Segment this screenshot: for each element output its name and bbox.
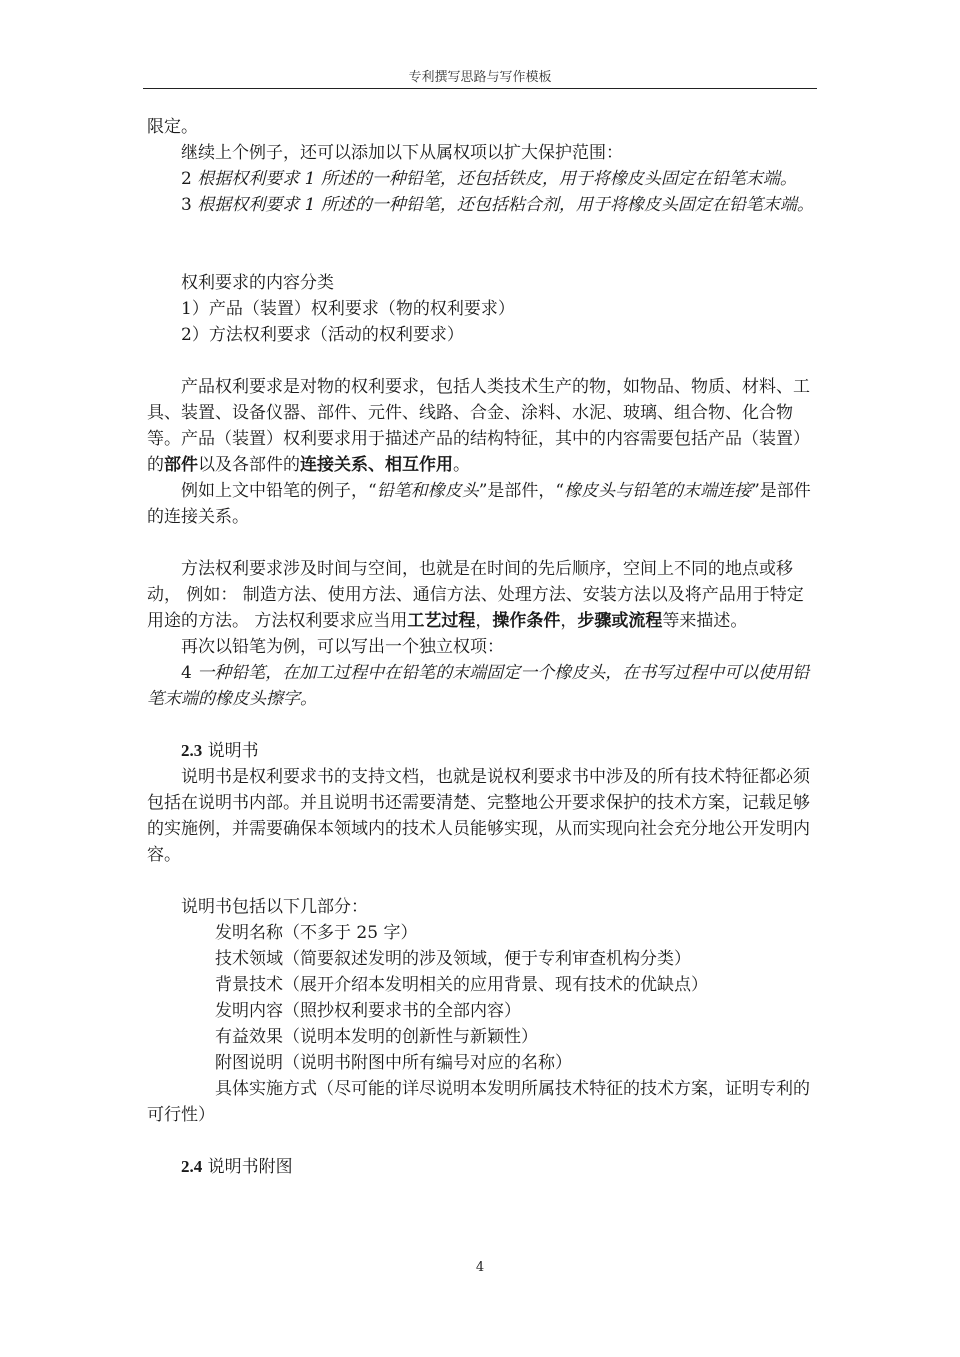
- spec-part-item: 发明内容（照抄权利要求书的全部内容）: [215, 1001, 521, 1021]
- claim-4-text: 一种铅笔，在加工过程中在铅笔的末端固定一个橡皮头，在书写过程中可以使用铅笔末端的橡皮头擦字。: [147, 663, 810, 709]
- spec-part-item: 附图说明（说明书附图中所有编号对应的名称）: [215, 1053, 572, 1073]
- paragraph-limit: 限定。: [147, 117, 198, 137]
- method-text-3: ，: [560, 611, 578, 631]
- method-bold-steps: 步骤或流程: [577, 611, 663, 631]
- spec-part-item: 发明名称（不多于 25 字）: [215, 923, 418, 943]
- spec-part-item: 技术领域（简要叙述发明的涉及领域，便于专利审查机构分类）: [215, 949, 691, 969]
- method-text-1: 方法权利要求涉及时间与空间，也就是在时间的先后顺序，空间上不同的地点或移动， 例如： 制造方法、使用方法、通信方法、处理方法、安装方法以及将产品用于特定用途的方法。 方法权利要求应当用: [147, 559, 804, 631]
- method-bold-conditions: 操作条件: [492, 611, 561, 631]
- claim-2-text: 根据权利要求 1 所述的一种铅笔，还包括铁皮，用于将橡皮头固定在铅笔末端。: [197, 169, 797, 189]
- product-text-3: 。: [453, 455, 470, 475]
- spec-part-item: 有益效果（说明本发明的创新性与新颖性）: [215, 1027, 538, 1047]
- product-claim-paragraph: [147, 374, 817, 478]
- method-bold-process: 工艺过程: [407, 611, 476, 631]
- header-divider: [143, 88, 817, 89]
- example-italic-parts: 铅笔和橡皮头: [376, 481, 479, 501]
- paragraph-continue: 继续上个例子，还可以添加以下从属权项以扩大保护范围：: [181, 143, 623, 163]
- section-2-3-title: 说明书: [207, 741, 259, 761]
- example-text-2: ”是部件，“: [478, 481, 565, 501]
- product-bold-parts: 部件: [164, 455, 198, 475]
- claim-4-number: 4: [181, 663, 192, 683]
- example-text-1: 例如上文中铅笔的例子，“: [181, 481, 377, 501]
- claim-3: [147, 192, 817, 218]
- section-2-4-number: 2.4: [181, 1157, 203, 1176]
- section-2-3-number: 2.3: [181, 741, 203, 760]
- page-number: 4: [475, 1260, 485, 1275]
- example-paragraph: [147, 478, 817, 530]
- method-claim-paragraph: [147, 556, 817, 634]
- page-header-title: 专利撰写思路与写作模板: [408, 70, 552, 85]
- classification-item-product: 1）产品（装置）权利要求（物的权利要求）: [181, 299, 515, 319]
- section-2-4-heading: [147, 1154, 817, 1180]
- product-text-1: 产品权利要求是对物的权利要求，包括人类技术生产的物，如物品、物质、材料、工具、装置、设备仪器、部件、元件、线路、合金、涂料、水泥、玻璃、组合物、化合物等。产品（装置）权利要求用于描述产品的结构特征，其中的内容需要包括产品（装置）的: [147, 377, 810, 475]
- claim-2: [147, 166, 817, 192]
- section-2-3-heading: [147, 738, 817, 764]
- claim-3-number: 3: [181, 195, 192, 215]
- paragraph-again: 再次以铅笔为例，可以写出一个独立权项：: [181, 637, 504, 657]
- example-italic-connection: 橡皮头与铅笔的末端连接: [564, 481, 752, 501]
- product-text-2: 以及各部件的: [198, 455, 300, 475]
- spec-parts-title: 说明书包括以下几部分：: [181, 897, 368, 917]
- spec-part-item: 背景技术（展开介绍本发明相关的应用背景、现有技术的优缺点）: [215, 975, 708, 995]
- product-bold-relations: 连接关系、相互作用: [300, 455, 453, 475]
- method-text-2: ，: [475, 611, 493, 631]
- classification-title: 权利要求的内容分类: [181, 273, 334, 293]
- claim-3-text: 根据权利要求 1 所述的一种铅笔，还包括粘合剂，用于将橡皮头固定在铅笔末端。: [197, 195, 814, 215]
- claim-2-number: 2: [181, 169, 192, 189]
- method-text-4: 等来描述。: [662, 611, 748, 631]
- claim-4: [147, 660, 817, 712]
- document-body: [147, 114, 817, 1180]
- section-2-3-body: 说明书是权利要求书的支持文档，也就是说权利要求书中涉及的所有技术特征都必须包括在说明书内部。并且说明书还需要清楚、完整地公开要求保护的技术方案，记载足够的实施例，并需要确保本领域内的技术人员能够实现，从而实现向社会充分地公开发明内容。: [147, 767, 810, 865]
- example-text-3: ”是部件的连接关系。: [147, 481, 811, 527]
- classification-item-method: 2）方法权利要求（活动的权利要求）: [181, 325, 464, 345]
- spec-part-item: 具体实施方式（尽可能的详尽说明本发明所属技术特征的技术方案，证明专利的可行性）: [147, 1079, 810, 1125]
- section-2-4-title: 说明书附图: [207, 1157, 293, 1177]
